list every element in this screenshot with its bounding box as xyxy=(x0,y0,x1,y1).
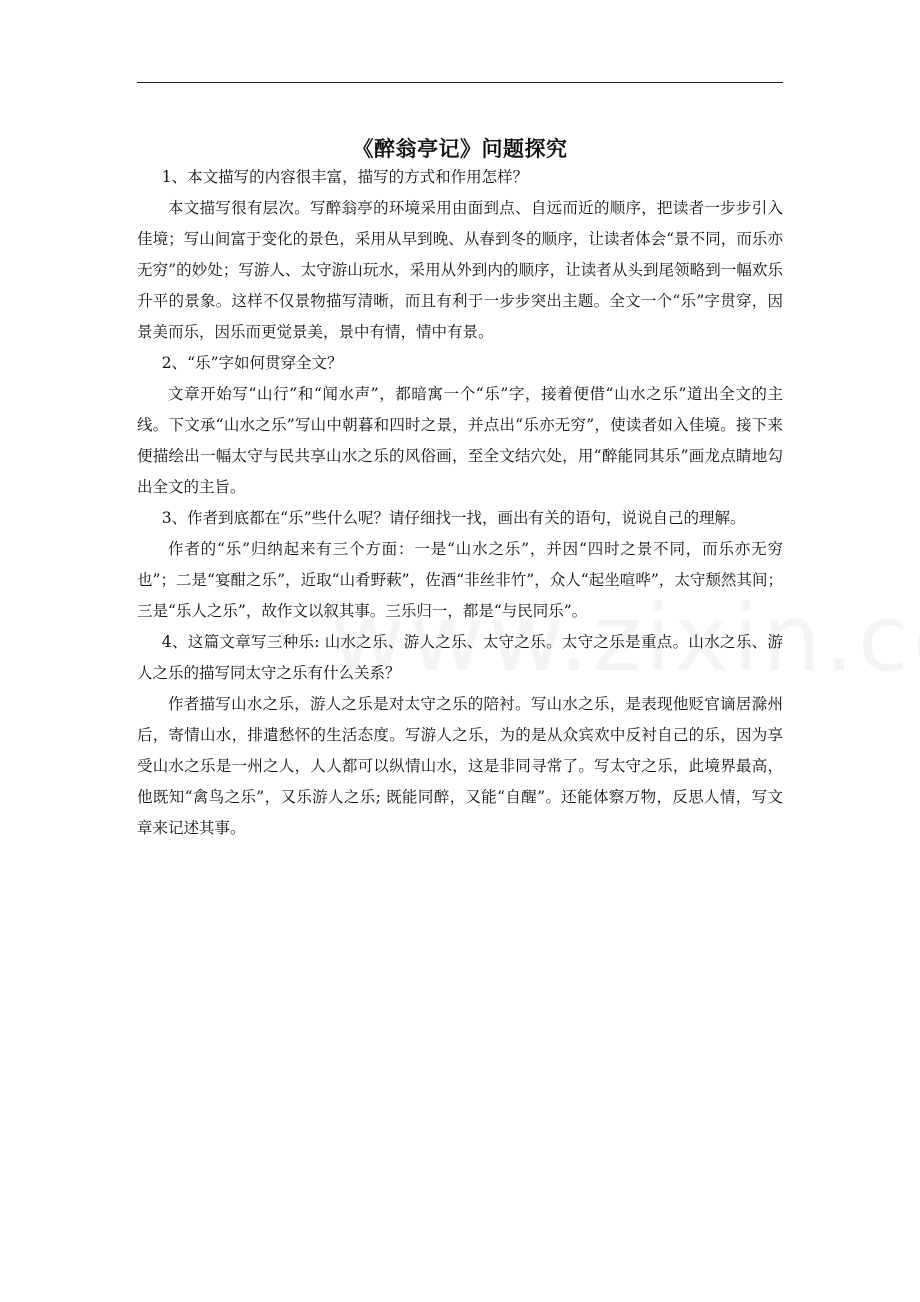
question-4: 4、这篇文章写三种乐: 山水之乐、游人之乐、太守之乐。太守之乐是重点。山水之乐、游人之乐的描写同太守之乐有什么关系？ xyxy=(137,633,783,682)
question-2: 2、“乐”字如何贯穿全文？ xyxy=(161,354,343,372)
question-3: 3、作者到底都在“乐”些什么呢？请仔细找一找，画出有关的语句，说说自己的理解。 xyxy=(161,509,746,527)
header-rule xyxy=(137,82,783,83)
page-title: 《醉翁亭记》问题探究 xyxy=(352,137,568,162)
question-1: 1、本文描写的内容很丰富，描写的方式和作用怎样？ xyxy=(161,168,529,186)
answer-2: 文章开始写“山行”和“闻水声”，都暗寓一个“乐”字，接着便借“山水之乐”道出全文的主线。下文承“山水之乐”写山中朝暮和四时之景，并点出“乐亦无穷”，使读者如入佳境。接下来便描绘出一幅太守与民共享山水之乐的风俗画，至全文结穴处，用“醉能同其乐”画龙点睛地勾出全文的主旨。 xyxy=(137,385,783,496)
answer-3: 作者的“乐”归纳起来有三个方面：一是“山水之乐”，并因“四时之景不同，而乐亦无穷也”；二是“宴酣之乐”，近取“山肴野蔌”，佐酒“非丝非竹”，众人“起坐喧哗”，太守颓然其间；三是“乐人之乐”，故作文以叙其事。三乐归一，都是“与民同乐”。 xyxy=(137,540,783,620)
answer-1: 本文描写很有层次。写醉翁亭的环境采用由面到点、自远而近的顺序，把读者一步步引入佳境；写山间富于变化的景色，采用从早到晚、从春到冬的顺序，让读者体会“景不同，而乐亦无穷”的妙处；写游人、太守游山玩水，采用从外到内的顺序，让读者从头到尾领略到一幅欢乐升平的景象。这样不仅景物描写清晰，而且有利于一步步突出主题。全文一个“乐”字贯穿，因景美而乐，因乐而更觉景美，景中有情，情中有景。 xyxy=(137,199,783,341)
document-body xyxy=(137,162,783,844)
answer-4: 作者描写山水之乐，游人之乐是对太守之乐的陪衬。写山水之乐，是表现他贬官谪居滁州后，寄情山水，排遣愁怀的生活态度。写游人之乐，为的是从众宾欢中反衬自己的乐，因为享受山水之乐是一州之人，人人都可以纵情山水，这是非同寻常了。写太守之乐，此境界最高，他既知“禽鸟之乐”，又乐游人之乐; 既能同醉，又能“自醒”。还能体察万物，反思人情，写文章来记述其事。 xyxy=(137,695,783,837)
